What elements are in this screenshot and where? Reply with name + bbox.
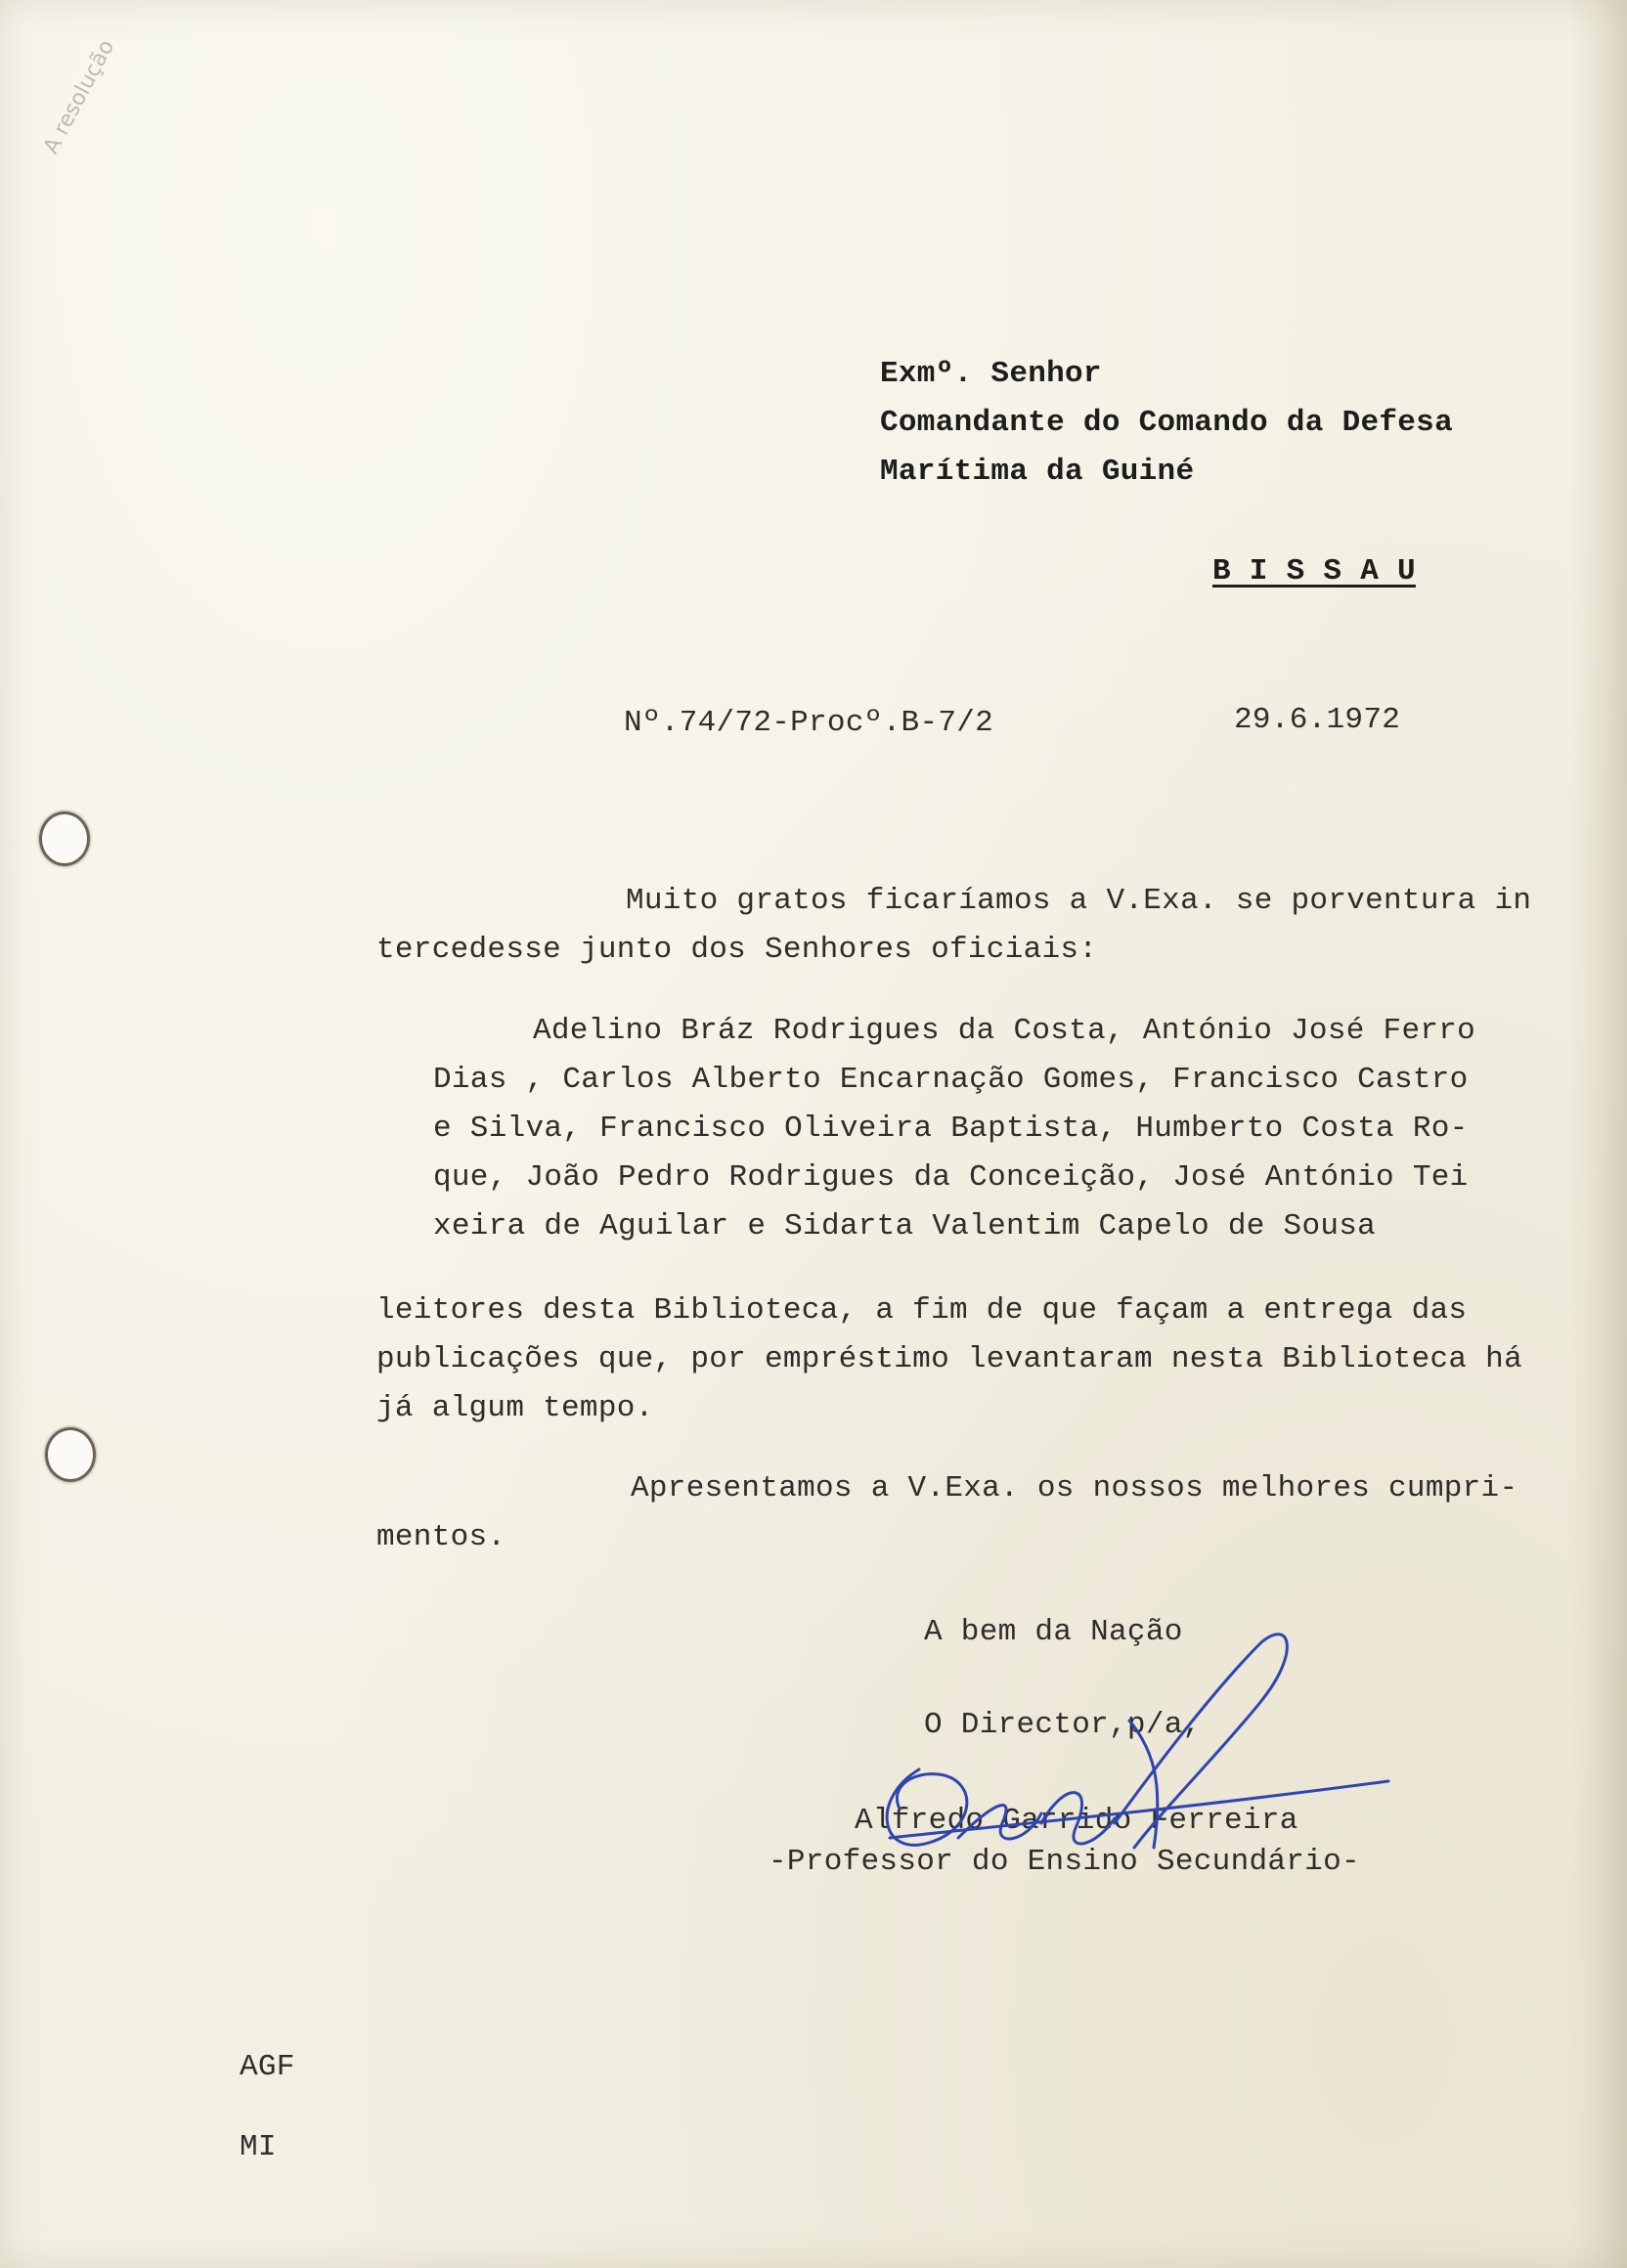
initials-line-1: AGF — [240, 2050, 295, 2084]
recipient-line-2: Marítima da Guiné — [880, 455, 1195, 489]
recipient-city: B I S S A U — [1212, 554, 1416, 589]
signatory-title: -Professor do Ensino Secundário- — [769, 1845, 1360, 1879]
names-line-5: xeira de Aguilar e Sidarta Valentim Capelo de Sousa — [433, 1209, 1377, 1243]
reference-number: Nº.74/72-Procº.B-7/2 — [624, 706, 994, 740]
closing-director: O Director,p/a, — [924, 1708, 1202, 1742]
paragraph-3-line-2: mentos. — [376, 1520, 506, 1554]
recipient-line-1: Comandante do Comando da Defesa — [880, 406, 1453, 440]
signatory-name: Alfredo Garrido Ferreira — [855, 1804, 1298, 1838]
punch-hole-top — [39, 811, 90, 866]
paragraph-2-line-3: já algum tempo. — [376, 1391, 654, 1425]
recipient-salutation: Exmº. Senhor — [880, 357, 1102, 391]
names-line-1: Adelino Bráz Rodrigues da Costa, António José Ferro — [533, 1014, 1476, 1048]
punch-hole-bottom — [45, 1427, 96, 1482]
paragraph-1-line-2: tercedesse junto dos Senhores oficiais: — [376, 933, 1098, 967]
handwritten-signature — [831, 1613, 1418, 1906]
pencil-margin-note: A resolução — [39, 35, 120, 158]
paragraph-3-line-1: Apresentamos a V.Exa. os nossos melhores cumpri- — [631, 1471, 1518, 1505]
letter-date: 29.6.1972 — [1234, 703, 1401, 737]
paragraph-2-line-1: leitores desta Biblioteca, a fim de que façam a entrega das — [376, 1293, 1468, 1328]
closing-motto: A bem da Nação — [924, 1615, 1183, 1649]
page-fold-shadow — [1568, 0, 1627, 2268]
names-line-4: que, João Pedro Rodrigues da Conceição, José António Tei — [433, 1160, 1469, 1195]
names-line-2: Dias , Carlos Alberto Encarnação Gomes, Francisco Castro — [433, 1063, 1469, 1097]
names-line-3: e Silva, Francisco Oliveira Baptista, Humberto Costa Ro- — [433, 1112, 1469, 1146]
paragraph-2-line-2: publicações que, por empréstimo levantaram nesta Biblioteca há — [376, 1342, 1522, 1376]
initials-line-2: MI — [240, 2130, 277, 2164]
paragraph-1-line-1: Muito gratos ficaríamos a V.Exa. se porventura in — [626, 884, 1532, 918]
